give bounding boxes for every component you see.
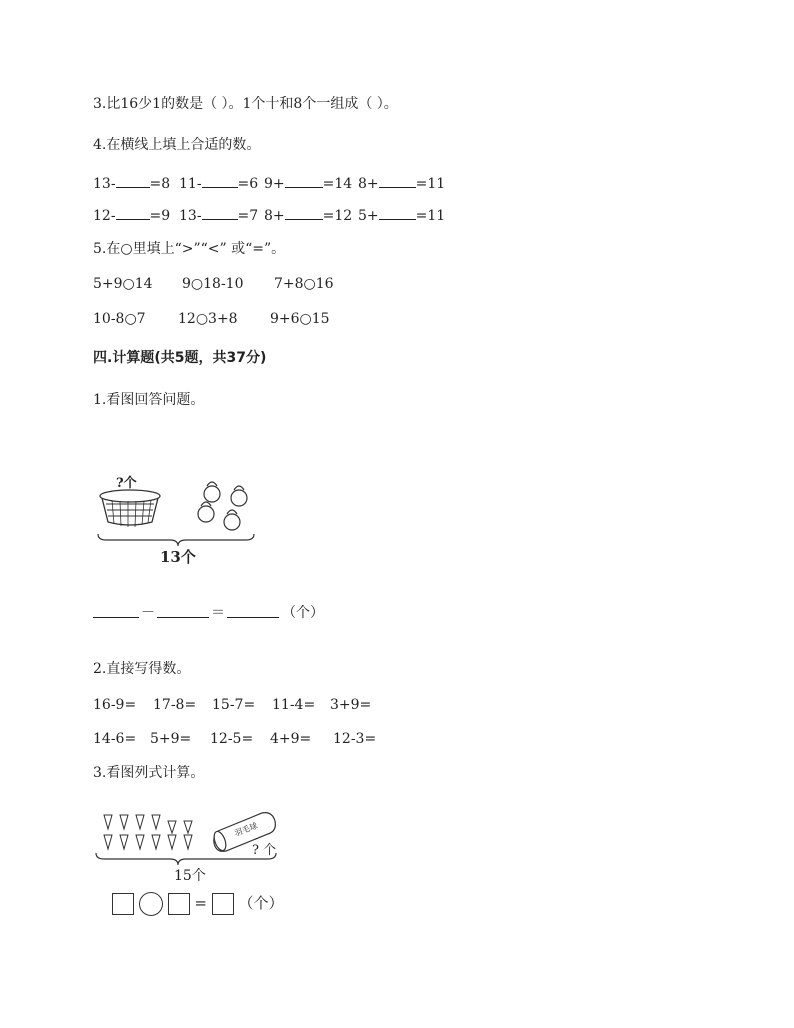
brace-icon: [98, 534, 254, 546]
equals-sign: ＝: [211, 605, 225, 621]
arith-item: 12-3=: [333, 731, 377, 747]
calc-3-equation: [112, 890, 284, 916]
compare-item: 7+8○16: [274, 276, 334, 292]
q4-r1-d-suffix: =11: [415, 176, 446, 192]
figure-question-label: ?个: [116, 476, 137, 491]
shuttlecock-icons: [104, 815, 192, 849]
unit-label: （个）: [282, 605, 324, 621]
q4-r2-c-suffix: =12: [322, 208, 353, 224]
unit-label: （个）: [238, 894, 284, 912]
arith-item: 12-5=: [210, 731, 254, 747]
answer-blank[interactable]: [379, 206, 416, 220]
q4-r2-d-prefix: 5+: [358, 208, 379, 224]
compare-item: 9+6○15: [270, 311, 330, 327]
answer-box[interactable]: [168, 893, 190, 915]
arith-item: 5+9=: [150, 731, 192, 747]
q4-r1-d-prefix: 8+: [358, 176, 379, 192]
calc-2-title: 2.直接写得数。: [93, 661, 191, 677]
figure-total-label: 13个: [160, 548, 196, 566]
q4-r1-a-suffix: =8: [149, 176, 171, 192]
figure-question-label: ? 个: [252, 843, 277, 858]
tube-label: 羽毛球: [233, 821, 259, 838]
answer-blank[interactable]: [116, 174, 150, 188]
q4-r1-b-prefix: 11-: [179, 176, 202, 192]
q4-r1-a-prefix: 13-: [93, 176, 116, 192]
answer-blank[interactable]: [116, 206, 150, 220]
figure-total-label: 15个: [174, 868, 206, 884]
answer-blank[interactable]: [227, 604, 279, 618]
arith-item: 14-6=: [93, 731, 137, 747]
q4-r1-b-suffix: =6: [237, 176, 259, 192]
arith-item: 4+9=: [270, 731, 312, 747]
q4-r2-a-suffix: =9: [149, 208, 171, 224]
q4-r1-c-prefix: 9+: [264, 176, 285, 192]
answer-blank[interactable]: [93, 604, 139, 618]
basket-radish-figure: [94, 470, 264, 570]
compare-item: 5+9○14: [93, 276, 153, 292]
arith-item: 16-9=: [93, 697, 137, 713]
operator-circle[interactable]: [139, 892, 163, 916]
q4-r2-a-prefix: 12-: [93, 208, 116, 224]
answer-blank[interactable]: [285, 174, 323, 188]
answer-blank[interactable]: [285, 206, 323, 220]
answer-blank[interactable]: [379, 174, 416, 188]
calc-3-title: 3.看图列式计算。: [93, 765, 205, 781]
radish-icons: [198, 482, 247, 530]
question-5-title: 5.在○里填上“>”“<” 或“=”。: [93, 241, 286, 257]
question-4-title: 4.在横线上填上合适的数。: [93, 137, 261, 153]
answer-blank[interactable]: [202, 174, 238, 188]
arith-item: 3+9=: [330, 697, 372, 713]
compare-item: 12○3+8: [178, 311, 238, 327]
question-3: 3.比16少1的数是（ ）。1个十和8个一组成（ ）。: [93, 96, 398, 112]
shuttlecock-figure: [94, 805, 294, 885]
arith-item: 11-4=: [272, 697, 316, 713]
q4-r2-b-suffix: =7: [237, 208, 259, 224]
q4-r2-d-suffix: =11: [415, 208, 446, 224]
section-heading: 四.计算题(共5题，共37分): [93, 350, 267, 366]
q4-r1-c-suffix: =14: [322, 176, 353, 192]
answer-blank[interactable]: [157, 604, 209, 618]
q4-r2-c-prefix: 8+: [264, 208, 285, 224]
arith-item: 15-7=: [212, 697, 256, 713]
answer-box[interactable]: [212, 893, 234, 915]
compare-item: 9○18-10: [182, 276, 244, 292]
compare-item: 10-8○7: [93, 311, 146, 327]
arith-item: 17-8=: [153, 697, 197, 713]
minus-sign: －: [141, 605, 155, 621]
answer-blank[interactable]: [202, 206, 238, 220]
equals-sign: =: [194, 894, 207, 912]
brace-icon: [96, 853, 276, 865]
q4-r2-b-prefix: 13-: [179, 208, 202, 224]
calc-1-title: 1.看图回答问题。: [93, 392, 205, 408]
answer-box[interactable]: [112, 893, 134, 915]
